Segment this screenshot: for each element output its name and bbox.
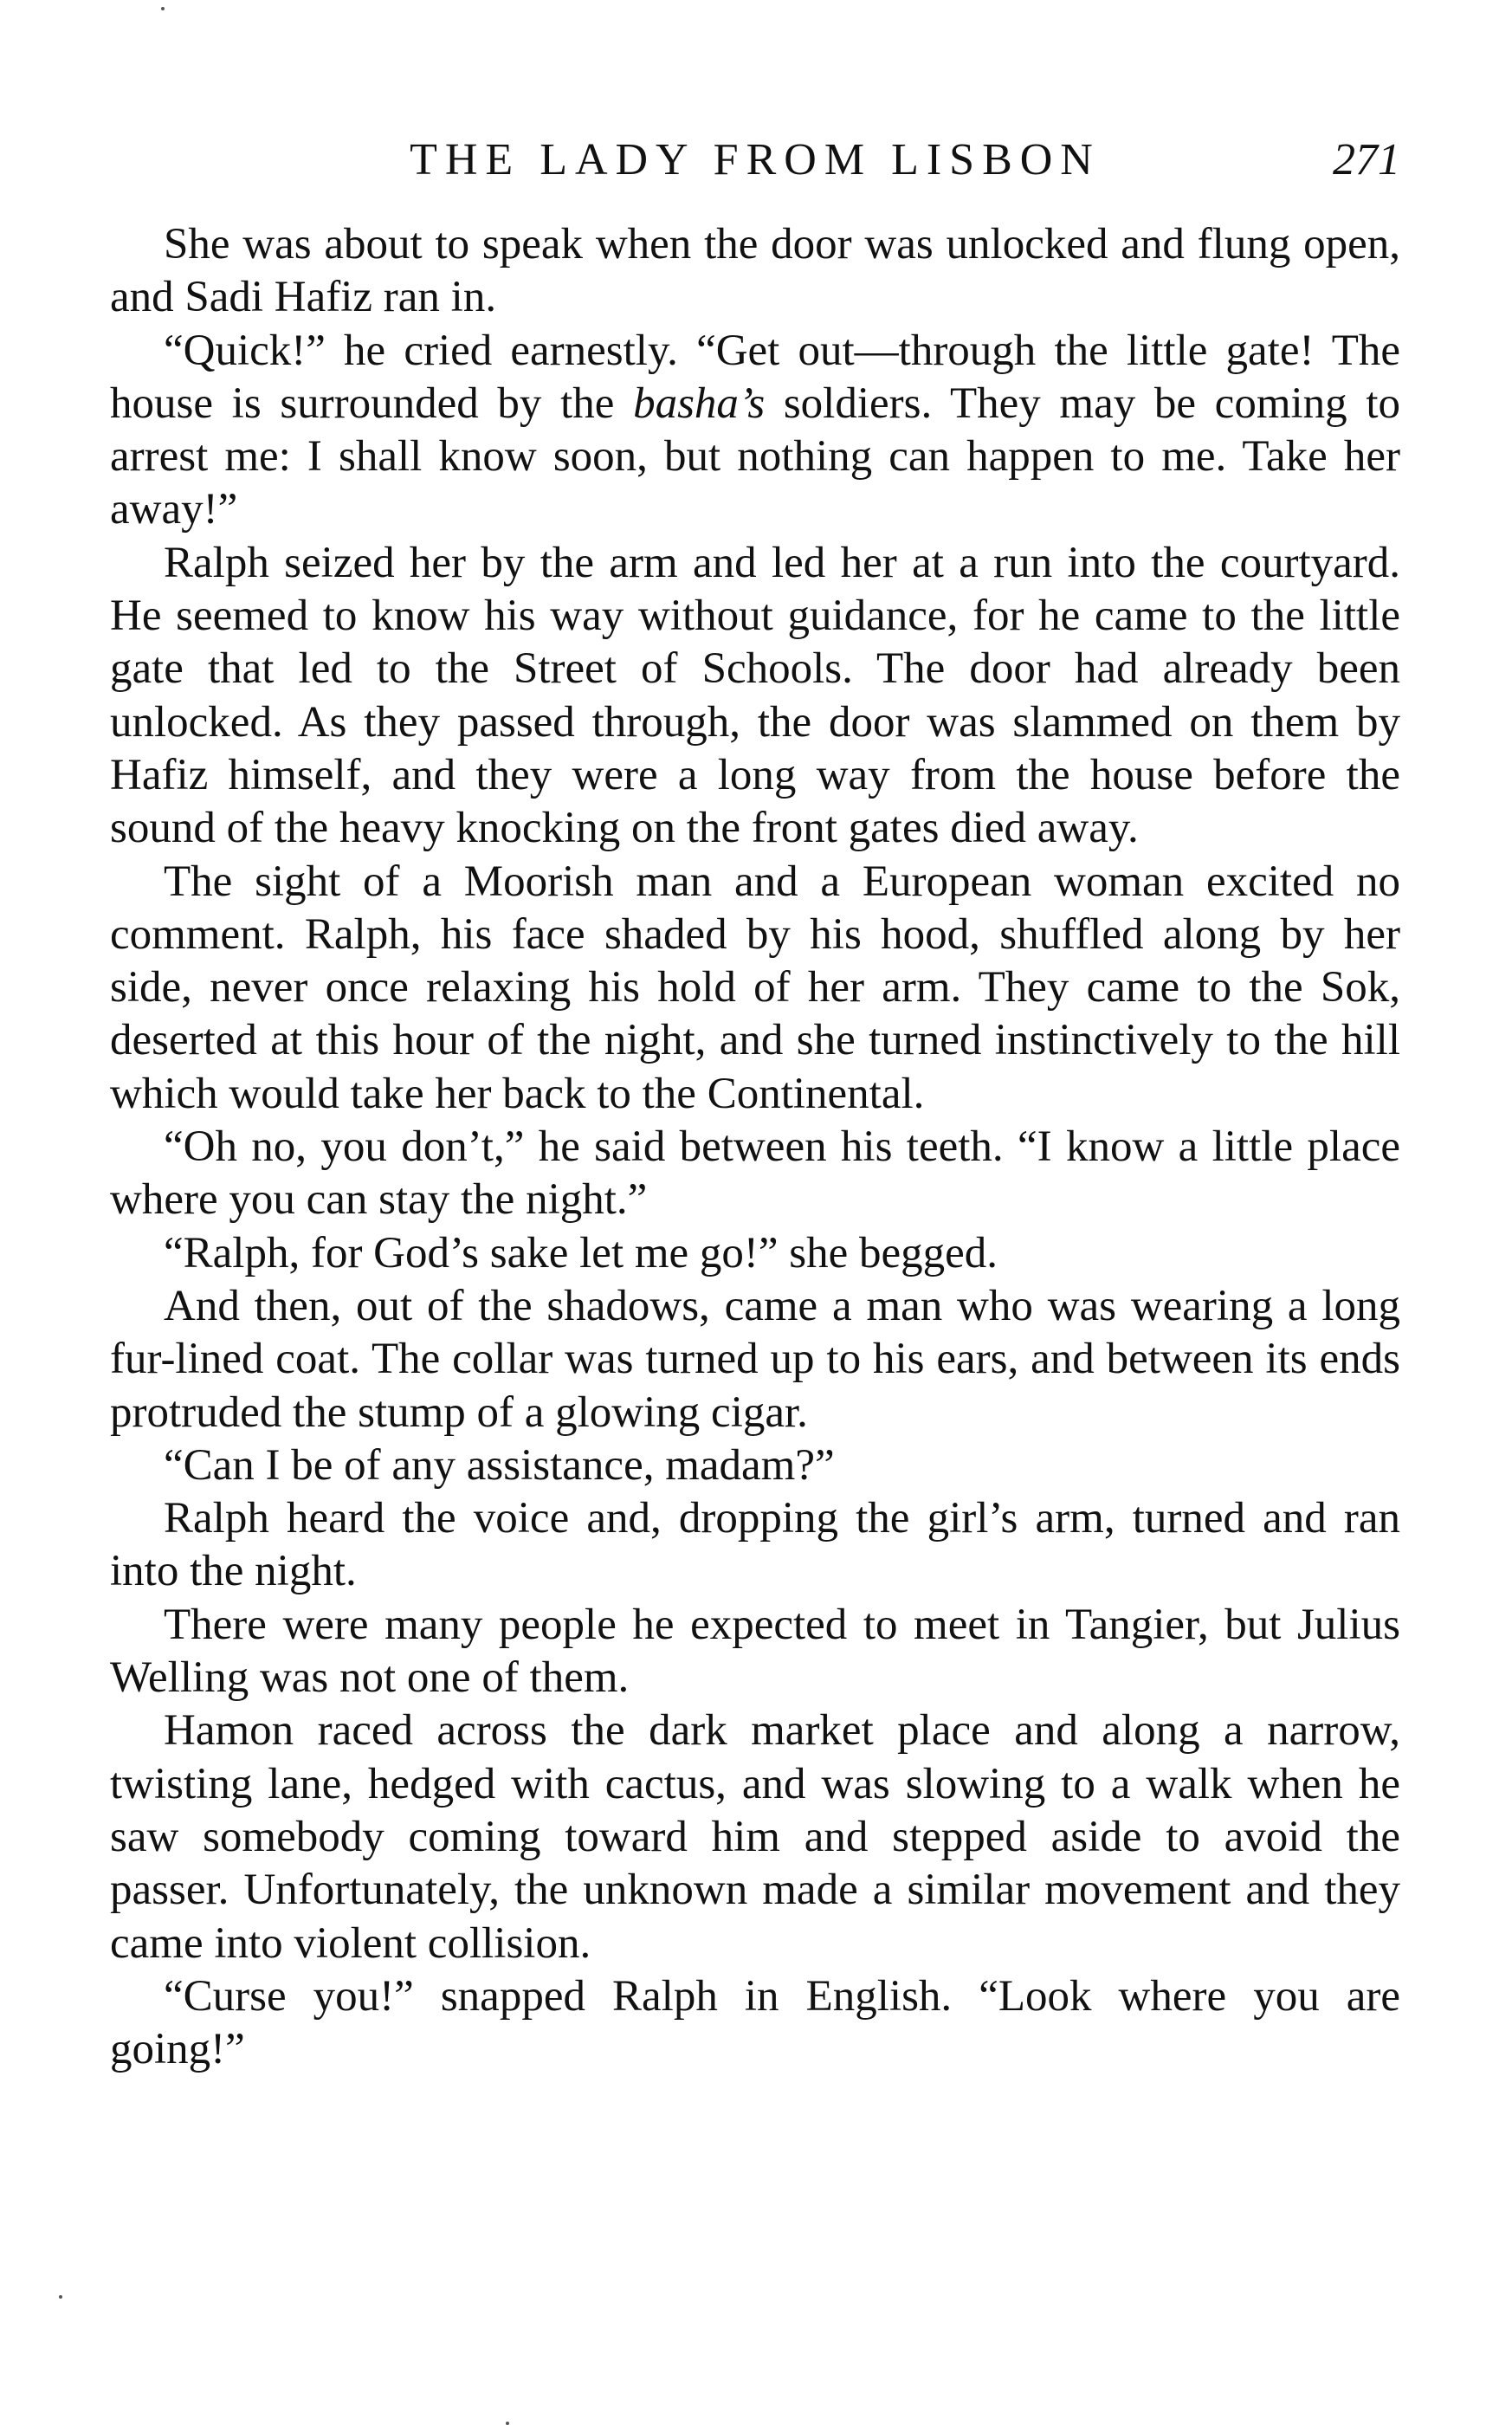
paragraph: “Oh no, you don’t,” he said between his teeth. “I know a little place where you can stay the night.” [110,1122,1400,1225]
paragraph: There were many people he expected to meet in Tangier, but Julius Welling was not one of them. [110,1600,1400,1703]
paragraph: “Curse you!” snapped Ralph in English. “Look where you are going!” [110,1971,1400,2074]
paragraph: And then, out of the shadows, came a man who was wearing a long fur-lined coat. The collar was turned up to his ears, and between its ends protruded the stump of a glowing cigar. [110,1281,1400,1437]
paragraph: She was about to speak when the door was unlocked and flung open, and Sadi Hafiz ran in. [110,220,1400,322]
body-text [110,218,1400,2076]
paragraph: Ralph seized her by the arm and led her at a run into the courtyard. He seemed to know his way without guidance, for he came to the little gate that led to the Street of Schools. The door had already been unlocked. As they passed through, the door was slammed on them by Hafiz himself, and they were a long way from the house before the sound of the heavy knocking on the front gates died away. [110,538,1400,853]
paragraph-text: “Quick!” he cried earnestly. “Get out—through the little gate! The house is surrounded by the [110,326,1400,428]
italic-word: basha’s [633,378,766,428]
paragraph: Ralph heard the voice and, dropping the girl’s arm, turned and ran into the night. [110,1494,1400,1596]
paragraph-text: soldiers. They may be coming to arrest me: I shall know soon, but nothing can happen to me. Take her away!” [110,378,1400,534]
scan-speck [161,7,165,10]
running-title: THE LADY FROM LISBON [410,135,1101,184]
scan-speck [59,2295,62,2299]
paragraph: Hamon raced across the dark market place and along a narrow, twisting lane, hedged with cactus, and was slowing to a walk when he saw somebody coming toward him and stepped aside to avoid the passer. Unfortunately, the unknown made a similar movement and they came into violent collision. [110,1706,1400,1968]
paragraph [110,325,1400,537]
paragraph: The sight of a Moorish man and a European woman excited no comment. Ralph, his face shaded by his hood, shuffled along by her side, never once relaxing his hold of her arm. They came to the Sok, deserted at this hour of the night, and she turned instinctively to the hill which would take her back to the Continental. [110,857,1400,1118]
page-header [110,126,1400,195]
scan-speck [506,2422,509,2425]
page-number: 271 [1333,135,1400,184]
paragraph: “Can I be of any assistance, madam?” [164,1440,835,1490]
paragraph: “Ralph, for God’s sake let me go!” she begged. [164,1228,998,1277]
